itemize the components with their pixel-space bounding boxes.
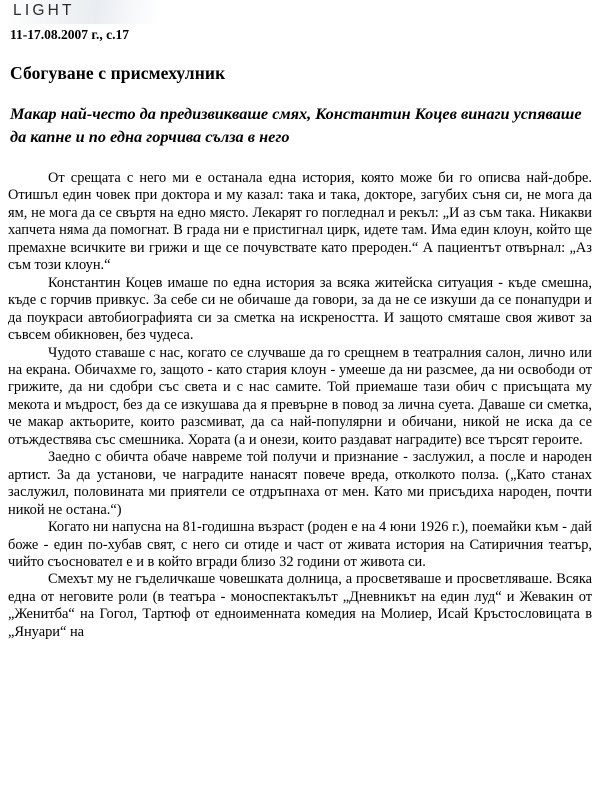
publication-logo: LIGHT — [13, 2, 75, 19]
article-paragraph: От срещата с него ми е останала една история, която може би го описва най-добре. Отишъл един човек при доктора и му казал: така и така, докторе, загубих съня си, не мога да ям, не мога да се свъртя на едно място. Лекарят го погледнал и рекъл: „И аз съм така. Никакви хапчета няма да помогнат. В града ни е пристигнал цирк, идете там. Има един клоун, който ще премахне всичките ви грижи и ще се почувствате като прероден.“ А пациентът отвърнал: „Аз съм този клоун.“ — [8, 170, 592, 274]
article-headline: Сбогуване с присмехулник — [10, 63, 226, 83]
issue-date-page-line: 11-17.08.2007 г., с.17 — [10, 27, 129, 42]
article-paragraph: Смехът му не гъделичкаше човешката долница, а просветяваше и просветляваше. Всяка една от неговите роли (в театъра - моноспектакълът „Дневникът на един луд“ и Жевакин от „Женитба“ на Гогол, Тартюф от едноименната комедия на Молиер, Исай Кръстословицата в „Януари“ на — [8, 571, 592, 640]
article-paragraph: Константин Коцев имаше по една история за всяка житейска ситуация - къде смешна, къде с горчив привкус. За себе си не обичаше да говори, за да не се изкуши да се понапудри и да поукраси автобиографията си за сметка на искреността. И защото смяташе своя живот за съвсем обикновен, без чудеса. — [8, 274, 592, 344]
article-paragraph: Заедно с обичта обаче навреме той получи и признание - заслужил, а после и народен артист. За да установи, че наградите нанасят повече вреда, отколкото полза. („Като станах заслужил, половината ми приятели се отдръпнаха от мен. Като ми присъдиха народен, почти никой не остана.“) — [8, 449, 592, 518]
article-body — [8, 170, 592, 641]
article-subheadline: Макар най-често да предизвикваше смях, Константин Коцев винаги успяваше да капне и по една горчива сълза в него — [10, 104, 582, 146]
masthead — [8, 0, 590, 24]
article-paragraph: Когато ни напусна на 81-годишна възраст (роден е на 4 юни 1926 г.), поемайки към - дай боже - един по-хубав свят, с него си отиде и част от живата история на Сатиричния театър, чийто съосновател е и в който вгради близо 32 години от живота си. — [8, 519, 592, 570]
article-paragraph: Чудото ставаше с нас, когато се случваше да го срещнем в театралния салон, лично или на екрана. Обичахме го, защото - като стария клоун - умееше да ни разсмее, да ни освободи от грижите, да ни сдобри със света и с нас самите. Той приемаше тази обич с присъщата му мекота и мъдрост, без да се изкушава да я превърне в повод за лична суета. Даваше си сметка, че макар актьорите, които разсмиват, да са най-популярни и обичани, никой не иска да се отъждествява със смешника. Хората (а и онези, които раздават наградите) все търсят героите. — [8, 344, 592, 448]
